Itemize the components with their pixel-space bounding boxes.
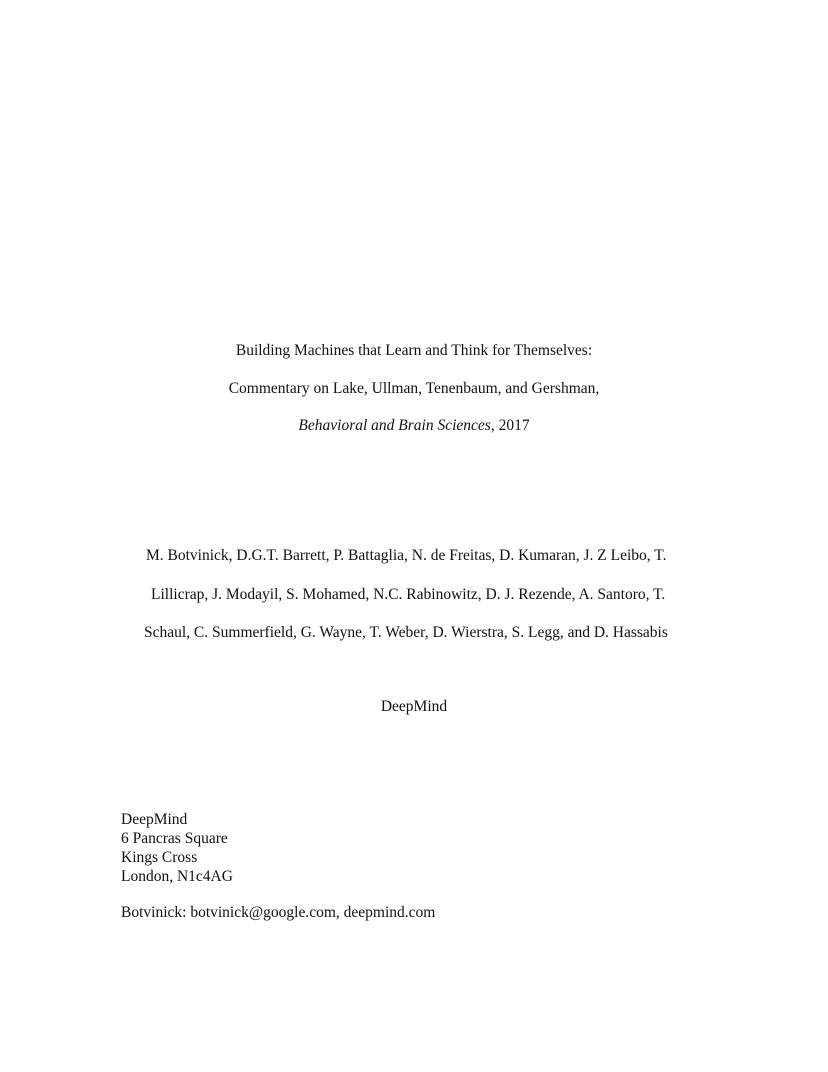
journal-year: , 2017	[490, 417, 530, 434]
postal-address	[121, 810, 233, 886]
address-street: 6 Pancras Square	[121, 830, 228, 847]
affiliation: DeepMind	[380, 698, 448, 715]
paper-title: Building Machines that Learn and Think for Themselves:	[235, 342, 593, 359]
author-list-line-1: M. Botvinick, D.G.T. Barrett, P. Battaglia, N. de Freitas, D. Kumaran, J. Z Leibo, T.	[146, 547, 667, 564]
address-area: Kings Cross	[121, 849, 198, 866]
address-organization: DeepMind	[121, 811, 188, 828]
contact-email: Botvinick: botvinick@google.com, deepmind.com	[121, 904, 436, 921]
author-list-line-3: Schaul, C. Summerfield, G. Wayne, T. Weber, D. Wierstra, S. Legg, and D. Hassabis	[144, 624, 668, 641]
journal-citation	[0, 417, 828, 435]
journal-name: Behavioral and Brain Sciences	[298, 417, 491, 434]
address-city: London, N1c4AG	[121, 868, 233, 885]
paper-subtitle: Commentary on Lake, Ullman, Tenenbaum, and Gershman,	[228, 380, 600, 397]
author-list-line-2: Lillicrap, J. Modayil, S. Mohamed, N.C. Rabinowitz, D. J. Rezende, A. Santoro, T.	[151, 586, 666, 603]
